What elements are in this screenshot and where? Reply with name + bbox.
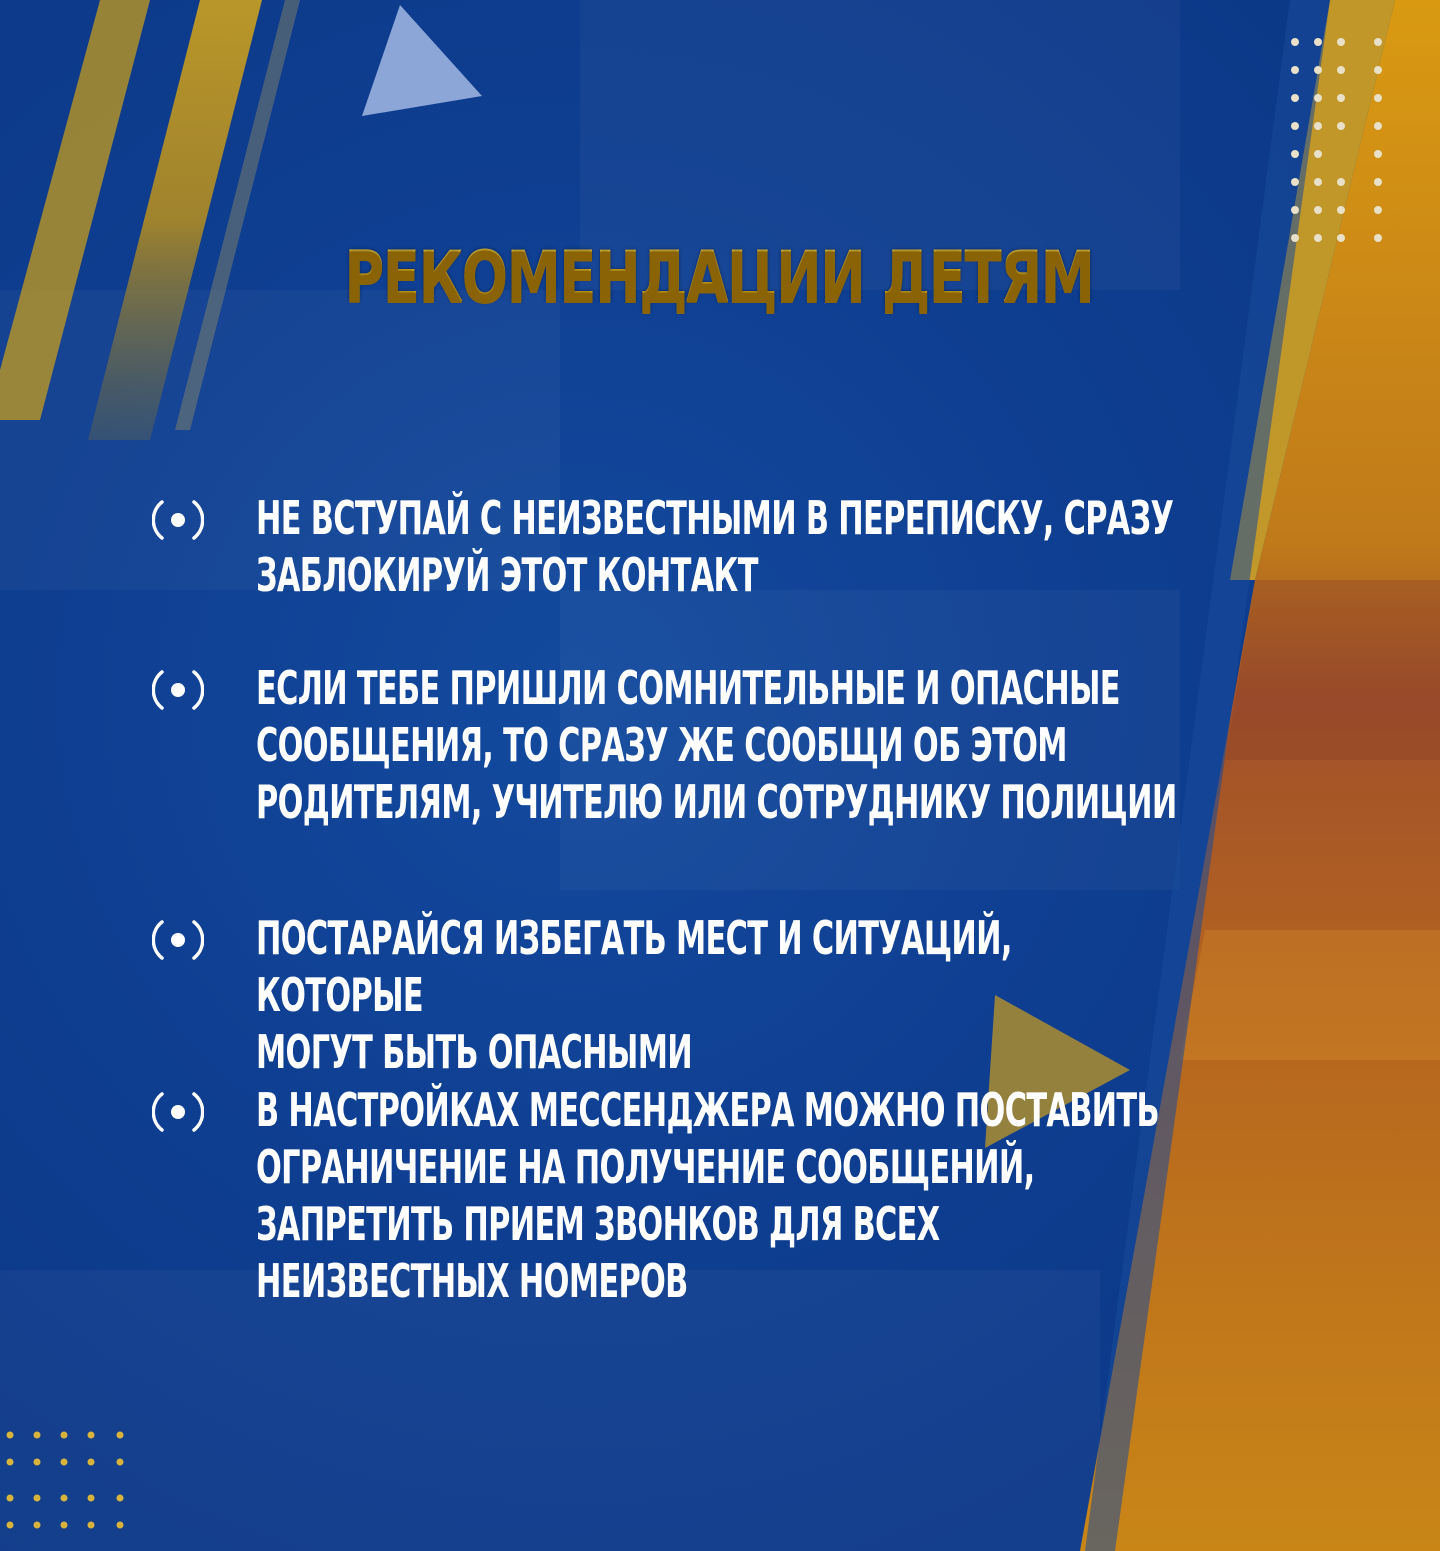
list-item-text: ПОСТАРАЙСЯ ИЗБЕГАТЬ МЕСТ И СИТУАЦИЙ, КОТОРЫЕ МОГУТ БЫТЬ ОПАСНЫМИ	[256, 911, 1012, 1079]
dot-grid-icon	[7, 1432, 124, 1529]
page-title: РЕКОМЕНДАЦИИ ДЕТЯМ	[157, 222, 1280, 332]
list-item-text: В НАСТРОЙКАХ МЕССЕНДЖЕРА МОЖНО ПОСТАВИТЬ ОГРАНИЧЕНИЕ НА ПОЛУЧЕНИЕ СООБЩЕНИЙ, ЗАПРЕТИТЬ ПРИЕМ ЗВОНКОВ ДЛЯ ВСЕХ НЕИЗВЕСТНЫХ НОМЕРОВ	[256, 1083, 1159, 1308]
radio-dot-icon	[152, 914, 204, 966]
play-triangle-icon	[362, 5, 482, 116]
list-item-text: НЕ ВСТУПАЙ С НЕИЗВЕСТНЫМИ В ПЕРЕПИСКУ, СРАЗУ ЗАБЛОКИРУЙ ЭТОТ КОНТАКТ	[256, 491, 1174, 602]
right-band-shade	[1225, 580, 1440, 760]
radio-dot-icon	[152, 494, 204, 546]
right-band-shade	[1180, 930, 1440, 1060]
list-item-text: ЕСЛИ ТЕБЕ ПРИШЛИ СОМНИТЕЛЬНЫЕ И ОПАСНЫЕ СООБЩЕНИЯ, ТО СРАЗУ ЖЕ СООБЩИ ОБ ЭТОМ РОДИТЕЛЯМ, УЧИТЕЛЮ ИЛИ СОТРУДНИКУ ПОЛИЦИИ	[256, 661, 1177, 829]
radio-dot-icon	[152, 1086, 204, 1138]
radio-dot-icon	[152, 664, 204, 716]
